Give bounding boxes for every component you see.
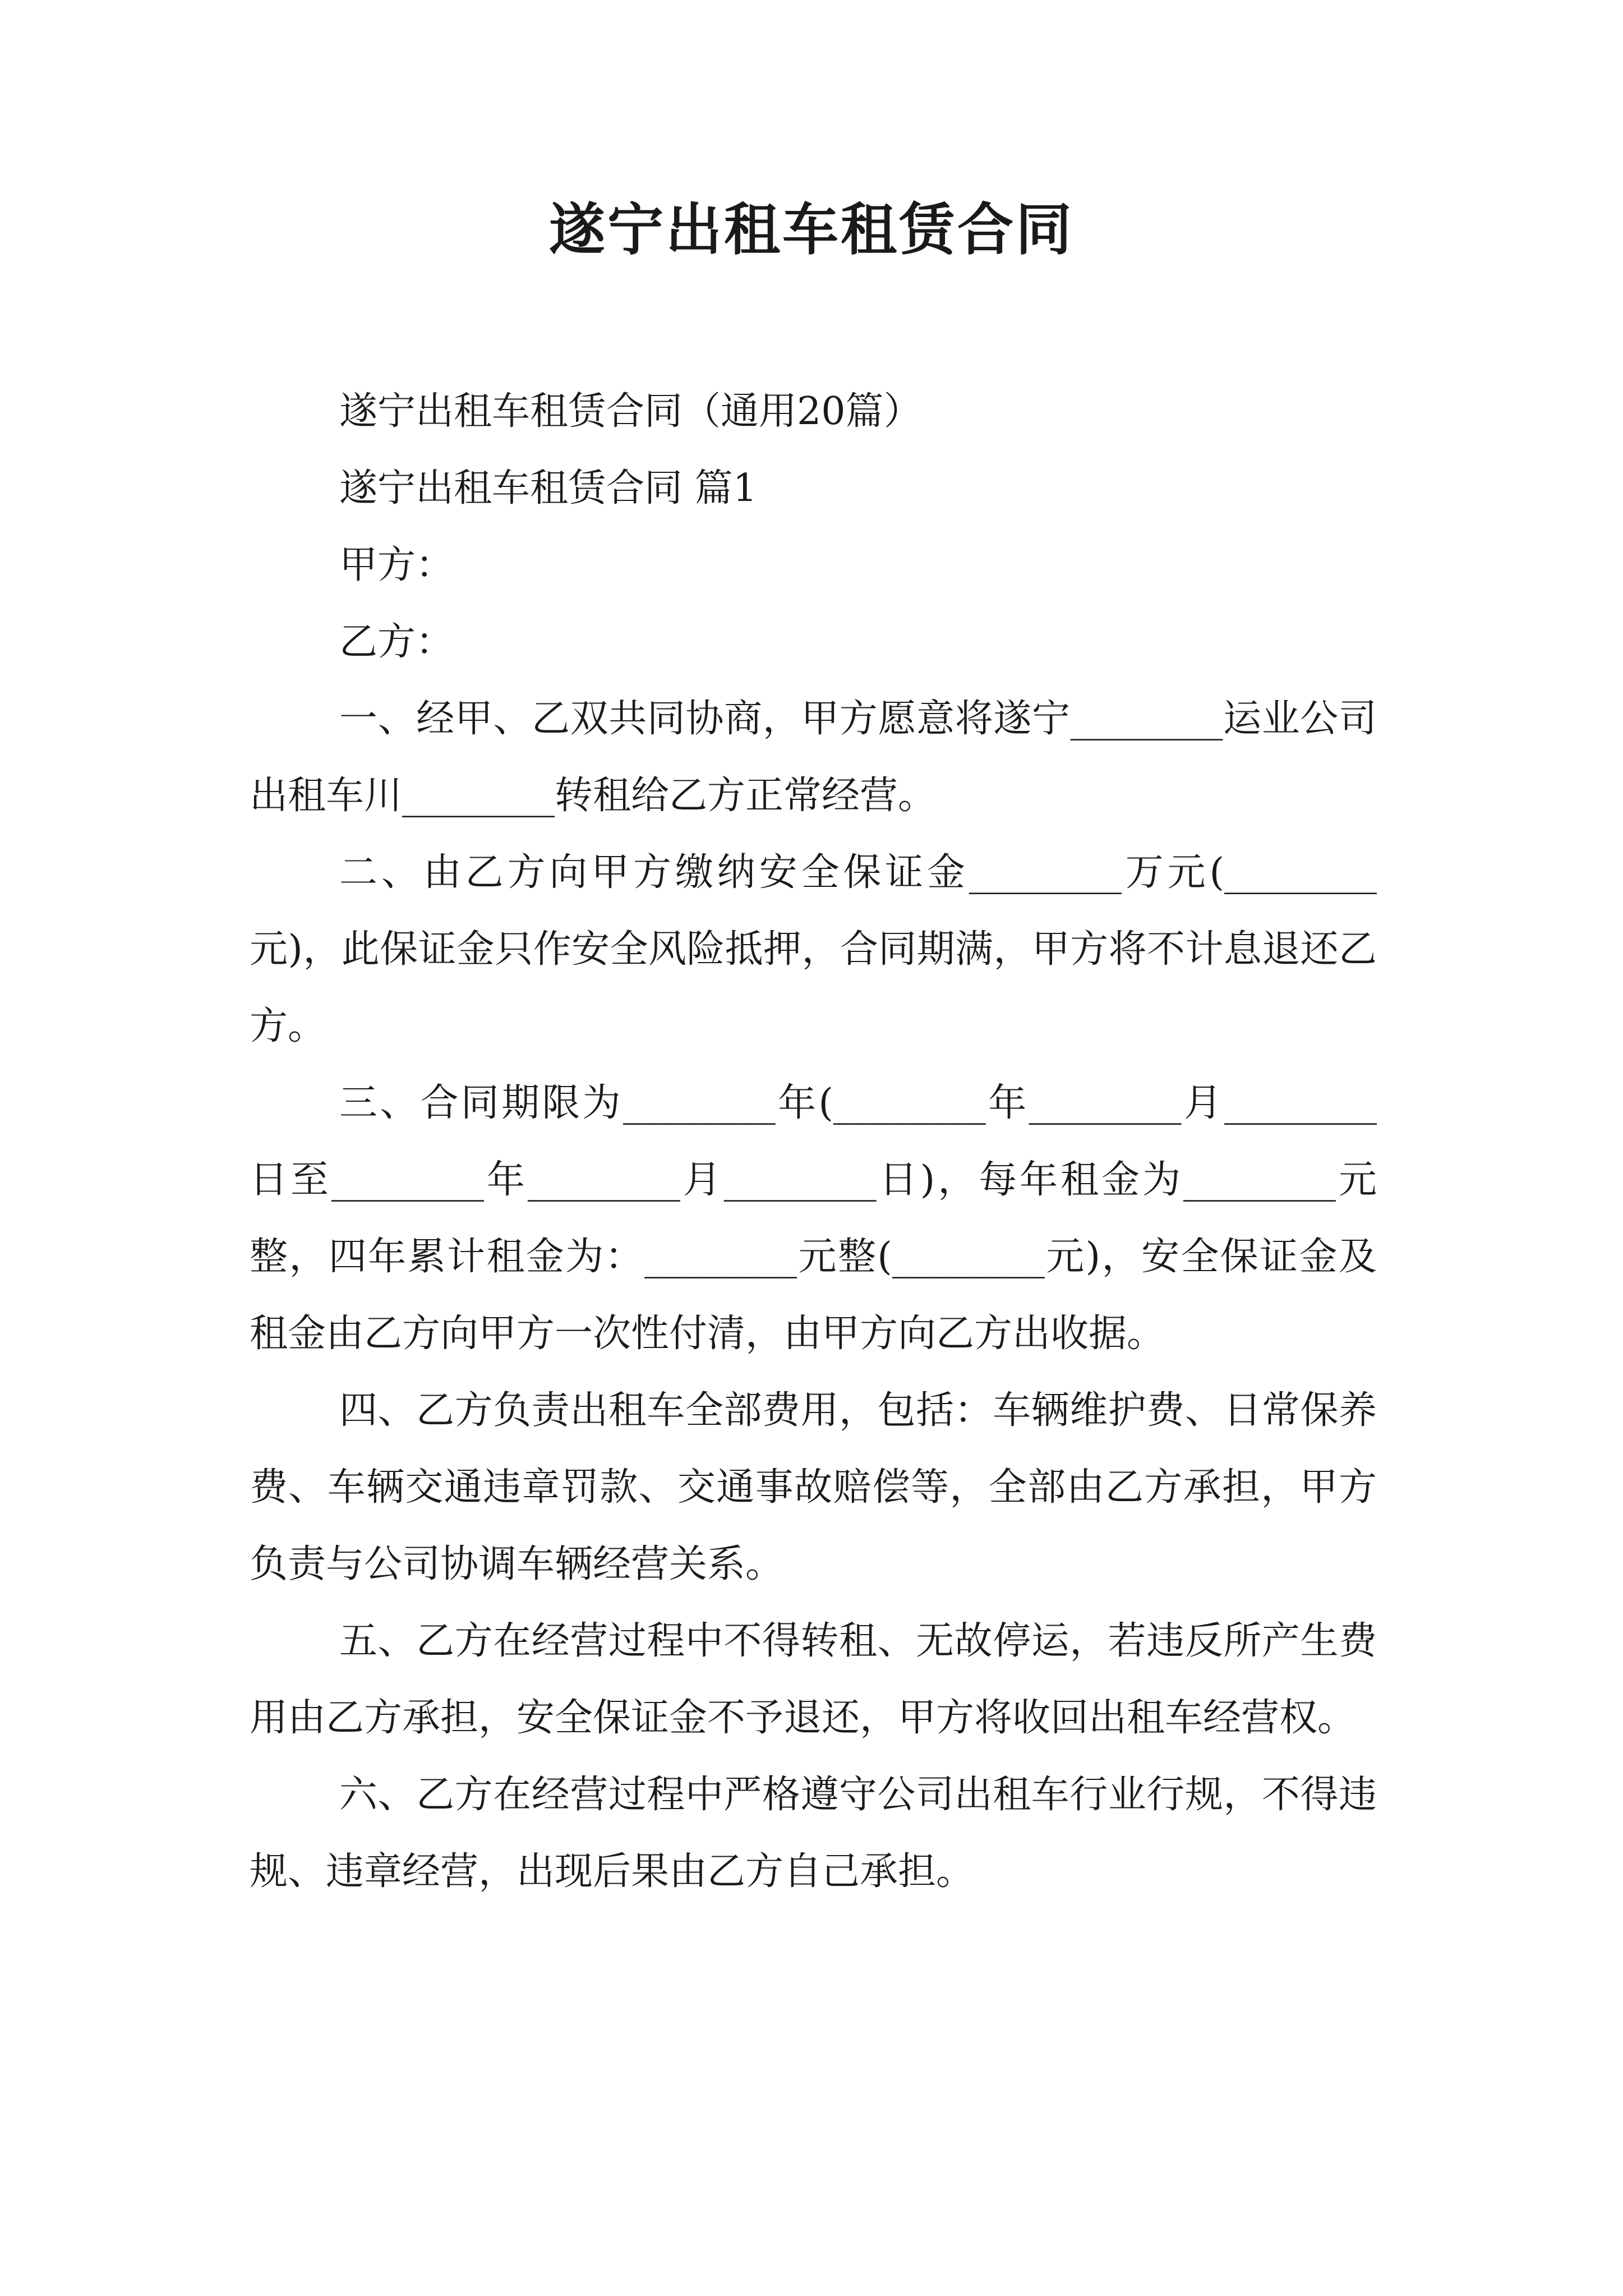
party-a-label: 甲方： <box>339 543 454 587</box>
clause-1: 一、经甲、乙双共同协商，甲方愿意将遂宁________运业公司出租车川________转租给乙方正常经营。 <box>250 697 1377 818</box>
section-heading: 遂宁出租车租赁合同 篇1 <box>339 466 757 510</box>
clause-3: 三、合同期限为________年(________年________月________日至________年________月________日)，每年租金为________元整，四年累计租金为：________元整(________元)，安全保证金及租金由乙方向甲方一次性付清，由甲方向乙方出收据。 <box>250 1081 1377 1356</box>
document-body <box>250 373 1377 1910</box>
clause-4: 四、乙方负责出租车全部费用，包括：车辆维护费、日常保养费、车辆交通违章罚款、交通事故赔偿等，全部由乙方承担，甲方负责与公司协调车辆经营关系。 <box>250 1388 1377 1586</box>
clause-5: 五、乙方在经营过程中不得转租、无故停运，若违反所产生费用由乙方承担，安全保证金不予退还，甲方将收回出租车经营权。 <box>250 1619 1377 1740</box>
clause-2: 二、由乙方向甲方缴纳安全保证金________万元(________元)，此保证金只作安全风险抵押，合同期满，甲方将不计息退还乙方。 <box>250 850 1377 1048</box>
document-subtitle: 遂宁出租车租赁合同（通用20篇） <box>339 389 922 434</box>
clause-6: 六、乙方在经营过程中严格遵守公司出租车行业行规，不得违规、违章经营，出现后果由乙方自己承担。 <box>250 1773 1377 1894</box>
document-title: 遂宁出租车租赁合同 <box>549 197 1074 263</box>
party-b-label: 乙方： <box>339 620 454 664</box>
